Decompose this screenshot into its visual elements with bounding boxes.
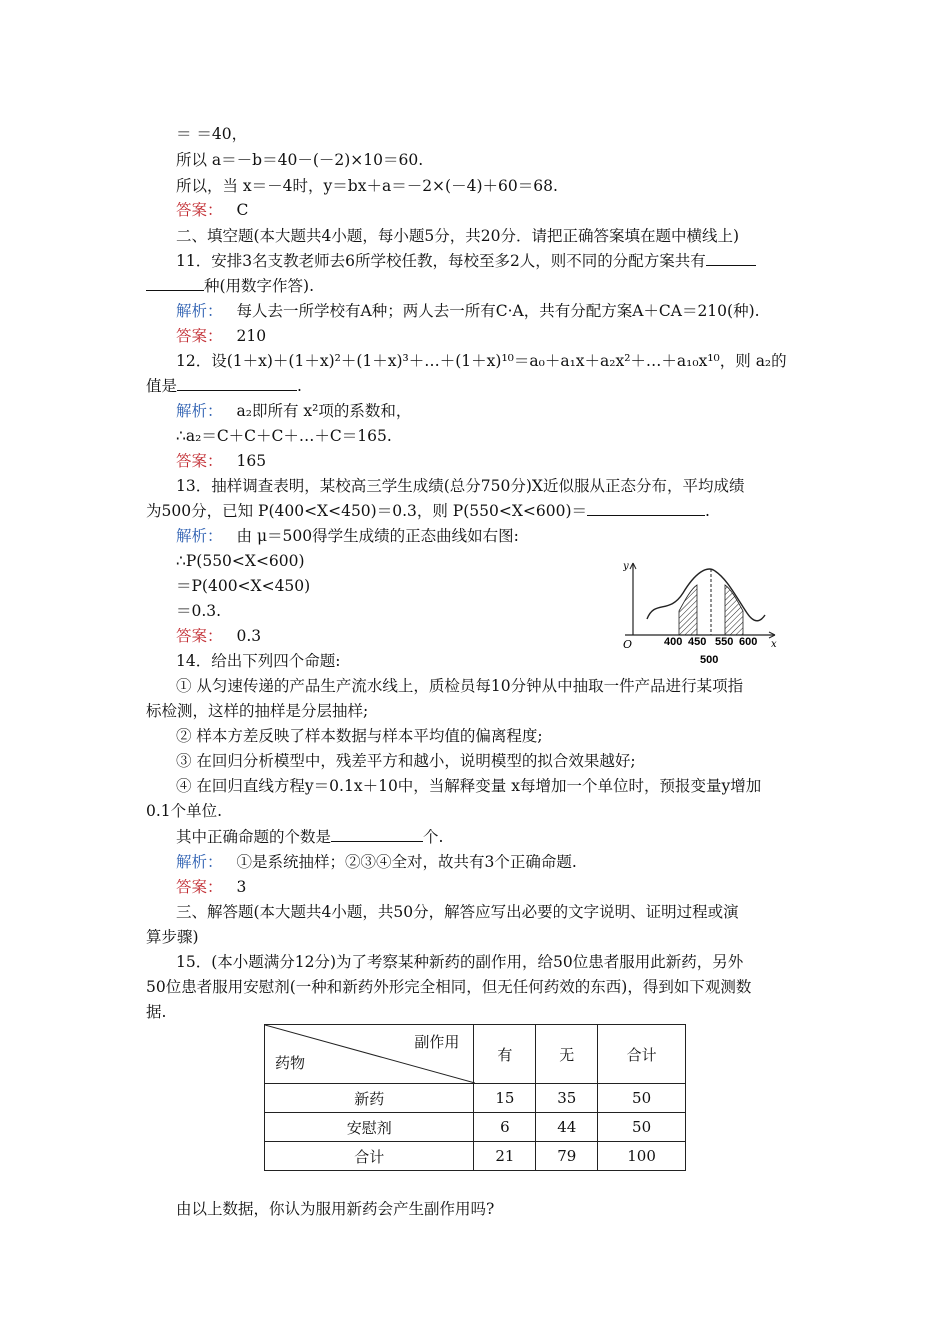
q11-text: 11．安排3名支教老师去6所学校任教，每校至多2人，则不同的分配方案共有 (176, 252, 706, 270)
q14-answer (176, 877, 246, 897)
q11-line2 (146, 276, 314, 296)
table-corner-cell (265, 1025, 474, 1084)
q13-line5: ＝0.3. (176, 602, 222, 620)
answer-value: C (236, 201, 249, 219)
y-axis-label: y (623, 561, 629, 572)
analysis-label: 解析： (176, 402, 223, 420)
table-row-label: 安慰剂 (265, 1113, 474, 1142)
q14-item4-line1: ④ 在回归直线方程y＝0.1x＋10中，当解释变量 x每增加一个单位时，预报变量y增加 (176, 777, 762, 795)
table-cell: 35 (536, 1084, 598, 1113)
answer-value: 165 (236, 452, 267, 470)
observation-table (264, 1024, 686, 1171)
q14-item3: ③ 在回归分析模型中，残差平方和越小，说明模型的拟合效果越好; (176, 752, 636, 770)
q13-line3: ∴P(550<X<600) (176, 552, 305, 570)
table-cell: 79 (536, 1142, 598, 1171)
q14-analysis (176, 852, 577, 872)
answer-label: 答案： (176, 452, 223, 470)
tick-400: 400 (664, 636, 683, 648)
line-l2: 所以 a＝－b＝40－(－2)×10＝60. (176, 151, 424, 169)
table-header: 有 (474, 1025, 536, 1084)
table-cell: 15 (474, 1084, 536, 1113)
section-2-heading: 二、填空题(本大题共4小题，每小题5分，共20分．请把正确答案填在题中横线上) (176, 227, 740, 245)
analysis-text: ①是系统抽样；②③④全对，故共有3个正确命题. (236, 853, 577, 871)
normal-curve (647, 569, 765, 621)
table-cell: 6 (474, 1113, 536, 1142)
q14-item4-line2: 0.1个单位. (146, 802, 223, 820)
q14-blank[interactable] (331, 827, 423, 842)
table-header-row (265, 1025, 686, 1084)
q12-analysis (176, 401, 411, 421)
answer-10 (176, 200, 248, 220)
table-cell: 44 (536, 1113, 598, 1142)
section-3-line1: 三、解答题(本大题共4小题，共50分，解答应写出必要的文字说明、证明过程或演 (176, 903, 739, 921)
q14-text: 其中正确命题的个数是 (176, 828, 332, 846)
answer-label: 答案： (176, 878, 223, 896)
section-3-line2: 算步骤) (146, 928, 199, 946)
answer-label: 答案： (176, 327, 223, 345)
table-cell: 50 (598, 1084, 686, 1113)
analysis-text: 由 μ＝500得学生成绩的正态曲线如右图: (236, 527, 519, 545)
corner-bottom-label: 药物 (275, 1054, 306, 1072)
table-header: 无 (536, 1025, 598, 1084)
q11-line1 (176, 251, 756, 271)
q15-question: 由以上数据，你认为服用新药会产生副作用吗? (176, 1200, 495, 1218)
q14-item1-line1: ① 从匀速传递的产品生产流水线上，质检员每10分钟从中抽取一件产品进行某项指 (176, 677, 744, 695)
table-row (265, 1113, 686, 1142)
table-cell: 21 (474, 1142, 536, 1171)
q13-line1: 13．抽样调查表明，某校高三学生成绩(总分750分)X近似服从正态分布，平均成绩 (176, 477, 745, 495)
analysis-label: 解析： (176, 527, 223, 545)
table-row (265, 1142, 686, 1171)
q12-line1: 12．设(1＋x)＋(1＋x)²＋(1＋x)³＋…＋(1＋x)¹⁰＝a₀＋a₁x＋a₂x²＋…＋a₁₀x¹⁰，则 a₂的 (176, 352, 787, 370)
q15-line3: 据. (146, 1003, 167, 1021)
q14-text2: 个. (423, 828, 444, 846)
table-row-label: 新药 (265, 1084, 474, 1113)
q14-item1-line2: 标检测，这样的抽样是分层抽样; (146, 702, 369, 720)
answer-value: 210 (236, 327, 267, 345)
q12-line2: 值是 . (146, 377, 302, 395)
q11-blank[interactable] (706, 251, 756, 266)
q14-question (176, 827, 443, 847)
table-row (265, 1084, 686, 1113)
q13-answer (176, 626, 261, 646)
q13-analysis (176, 526, 519, 546)
mean-label: 500 (700, 654, 719, 666)
q13-line4: ＝P(400<X<450) (176, 577, 311, 595)
q13-blank[interactable] (587, 501, 705, 516)
q12-blank[interactable] (177, 376, 297, 391)
q13-line2: 为500分，已知 P(400<X<450)＝0.3，则 P(550<X<600)＝ . (146, 502, 710, 520)
table-cell: 100 (598, 1142, 686, 1171)
q15-line1: 15．(本小题满分12分)为了考察某种新药的副作用，给50位患者服用此新药，另外 (176, 953, 744, 971)
q12-text: 值是 (146, 377, 178, 395)
q11-blank-cont[interactable] (146, 276, 204, 291)
q12-answer (176, 451, 266, 471)
q14-heading: 14．给出下列四个命题: (176, 652, 341, 670)
q12-line3: ∴a₂＝C＋C＋C＋…＋C＝165. (176, 427, 392, 445)
table-cell: 50 (598, 1113, 686, 1142)
normal-curve-figure (623, 555, 783, 670)
line-l1: ＝ ＝40， (176, 125, 248, 143)
x-axis-label: x (771, 639, 777, 650)
shaded-region-400-450 (679, 585, 697, 635)
q14-item2: ② 样本方差反映了样本数据与样本平均值的偏离程度; (176, 727, 543, 745)
answer-value: 3 (236, 878, 247, 896)
table-header: 合计 (598, 1025, 686, 1084)
corner-top-label: 副作用 (414, 1033, 460, 1051)
q11-answer (176, 326, 266, 346)
analysis-label: 解析： (176, 302, 223, 320)
q15-line2: 50位患者服用安慰剂(一种和新药外形完全相同，但无任何药效的东西)，得到如下观测数 (146, 978, 752, 996)
table-row-label: 合计 (265, 1142, 474, 1171)
tick-600: 600 (739, 636, 758, 648)
analysis-text: 每人去一所学校有A种；两人去一所有C·A，共有分配方案A＋CA＝210(种). (236, 302, 760, 320)
analysis-text: a₂即所有 x²项的系数和， (236, 402, 412, 420)
analysis-label: 解析： (176, 853, 223, 871)
answer-label: 答案： (176, 201, 223, 219)
line-l3: 所以，当 x＝－4时，y＝bx＋a＝－2×(－4)＋60＝68. (176, 177, 558, 195)
q11-text2: 种(用数字作答). (204, 277, 315, 295)
q11-analysis (176, 301, 760, 321)
tick-450: 450 (688, 636, 707, 648)
answer-value: 0.3 (236, 627, 262, 645)
origin-label: O (623, 638, 633, 651)
answer-label: 答案： (176, 627, 223, 645)
tick-550: 550 (715, 636, 734, 648)
q13-text: 为500分，已知 P(400<X<450)＝0.3，则 P(550<X<600)＝ (146, 502, 587, 520)
